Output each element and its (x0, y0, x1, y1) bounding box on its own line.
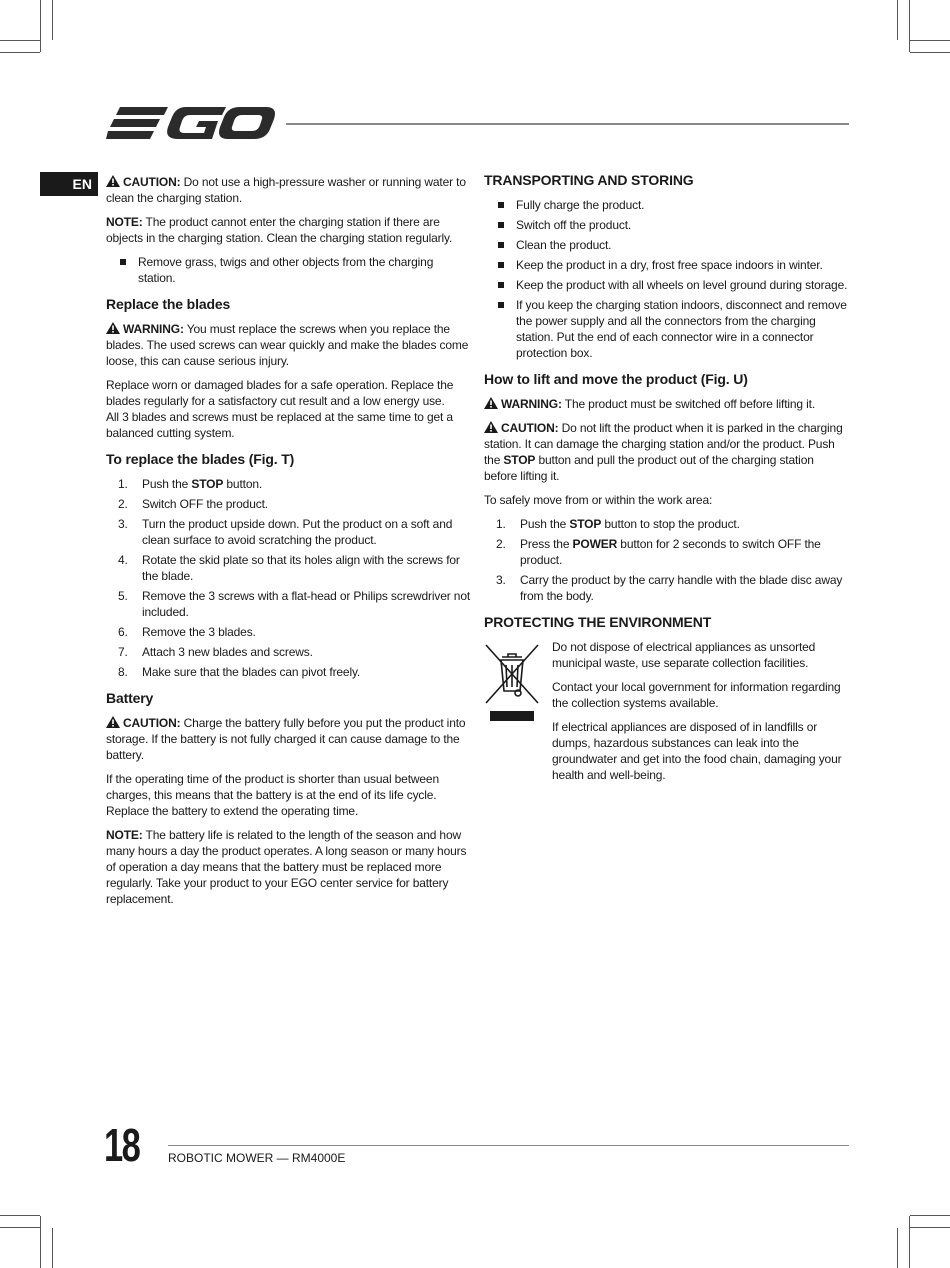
header-rule (286, 123, 849, 125)
crop-mark (909, 0, 910, 52)
warning-triangle-icon (106, 175, 120, 187)
list-item: Switch off the product. (484, 217, 850, 233)
warning-triangle-icon (106, 716, 120, 728)
crop-mark (0, 1215, 40, 1216)
ego-logo (106, 103, 276, 143)
footer-rule (168, 1145, 849, 1146)
warning-triangle-icon (484, 397, 498, 409)
list-item: 8. Make sure that the blades can pivot freely. (118, 665, 361, 679)
environment-block (484, 639, 850, 791)
body-paragraph: To safely move from or within the work area: (484, 493, 713, 507)
warning-paragraph: WARNING: The product must be switched off before lifting it. (484, 396, 850, 412)
crop-mark (40, 1216, 41, 1268)
caution-paragraph: CAUTION: Do not use a high-pressure washer or running water to clean the charging station. (106, 175, 466, 205)
caution-paragraph: CAUTION: Do not lift the product when it is parked in the charging station. It can damage the charging station and/or the product. Push the STOP button and pull the product out of the charging station before lifting it. (484, 421, 843, 483)
list-item: 2. Press the POWER button for 2 seconds to switch OFF the product. (496, 537, 821, 567)
list-item: Keep the product with all wheels on level ground during storage. (484, 277, 850, 293)
caution-paragraph: CAUTION: Charge the battery fully before you put the product into storage. If the battery is not fully charged it can cause damage to the battery. (106, 716, 466, 762)
list-item: 4. Rotate the skid plate so that its holes align with the screws for the blade. (118, 553, 460, 583)
list-item: 5. Remove the 3 screws with a flat-head or Philips screwdriver not included. (118, 589, 471, 619)
footer-title: ROBOTIC MOWER — RM4000E (168, 1151, 346, 1165)
list-item: 6. Remove the 3 blades. (118, 625, 256, 639)
left-column (106, 174, 472, 915)
list-item: 1. Push the STOP button to stop the product. (496, 517, 740, 531)
section-heading: TRANSPORTING AND STORING (484, 172, 694, 188)
crop-mark (910, 1227, 950, 1228)
steps-list (106, 476, 472, 680)
steps-list (484, 516, 850, 604)
section-heading: PROTECTING THE ENVIRONMENT (484, 614, 712, 630)
list-item: 2. Switch OFF the product. (118, 497, 268, 511)
list-item: Fully charge the product. (484, 197, 850, 213)
crop-mark (909, 1216, 910, 1268)
body-paragraph: If the operating time of the product is shorter than usual between charges, this means that the battery is at the end of its life cycle. Replace the battery to extend the operating time. (106, 772, 439, 818)
section-heading: To replace the blades (Fig. T) (106, 451, 295, 467)
list-item: Keep the product in a dry, frost free space indoors in winter. (484, 257, 850, 273)
crop-mark (0, 40, 40, 41)
list-item: Remove grass, twigs and other objects from the charging station. (106, 254, 472, 286)
section-heading: How to lift and move the product (Fig. U) (484, 371, 748, 387)
crop-mark (40, 0, 41, 52)
crossed-bin-icon (484, 641, 540, 725)
language-tab: EN (40, 172, 98, 196)
list-item: 7. Attach 3 new blades and screws. (118, 645, 313, 659)
crop-mark (910, 52, 950, 53)
crop-mark (897, 1228, 898, 1268)
list-item: 3. Carry the product by the carry handle with the blade disc away from the body. (496, 573, 843, 603)
crop-mark (52, 1228, 53, 1268)
note-paragraph: NOTE: The product cannot enter the charging station if there are objects in the charging station. Clean the charging station regularly. (106, 215, 453, 245)
bullet-list (106, 254, 472, 286)
crop-mark (52, 0, 53, 40)
body-paragraph: Contact your local government for information regarding the collection systems available. (552, 680, 841, 710)
list-item: 1. Push the STOP button. (118, 477, 263, 491)
body-paragraph: If electrical appliances are disposed of in landfills or dumps, hazardous substances can leak into the groundwater and get into the food chain, damaging your health and well-being. (552, 720, 842, 782)
page-number: 18 (104, 1119, 140, 1171)
list-item: If you keep the charging station indoors, disconnect and remove the power supply and all the connectors from the charging station. Put the end of each connector wire in a connector protection box. (484, 297, 850, 361)
list-item: Clean the product. (484, 237, 850, 253)
warning-triangle-icon (484, 421, 498, 433)
body-paragraph: Do not dispose of electrical appliances as unsorted municipal waste, use separate collection facilities. (552, 640, 816, 670)
crop-mark (910, 40, 950, 41)
environment-text (552, 639, 850, 791)
crop-mark (0, 1227, 40, 1228)
body-paragraph: Replace worn or damaged blades for a safe operation. Replace the blades regularly for a satisfactory cut result and a low energy use. All 3 blades and screws must be replaced at the same time to get a balanced cutting system. (106, 378, 454, 440)
warning-triangle-icon (106, 322, 120, 334)
bullet-list (484, 197, 850, 361)
crop-mark (0, 52, 40, 53)
list-item: 3. Turn the product upside down. Put the product on a soft and clean surface to avoid scratching the product. (118, 517, 453, 547)
section-heading: Replace the blades (106, 296, 231, 312)
note-paragraph: NOTE: The battery life is related to the length of the season and how many hours a day the product operates. A long season or many hours of operation a day means that the battery must be replaced more regularly. Take your product to your EGO center service for battery replacement. (106, 828, 467, 906)
crop-mark (897, 0, 898, 40)
section-heading: Battery (106, 690, 154, 706)
right-column (484, 174, 850, 791)
crop-mark (910, 1215, 950, 1216)
warning-paragraph: WARNING: You must replace the screws when you replace the blades. The used screws can wear quickly and make the blades come loose, this can cause serious injury. (106, 322, 469, 368)
